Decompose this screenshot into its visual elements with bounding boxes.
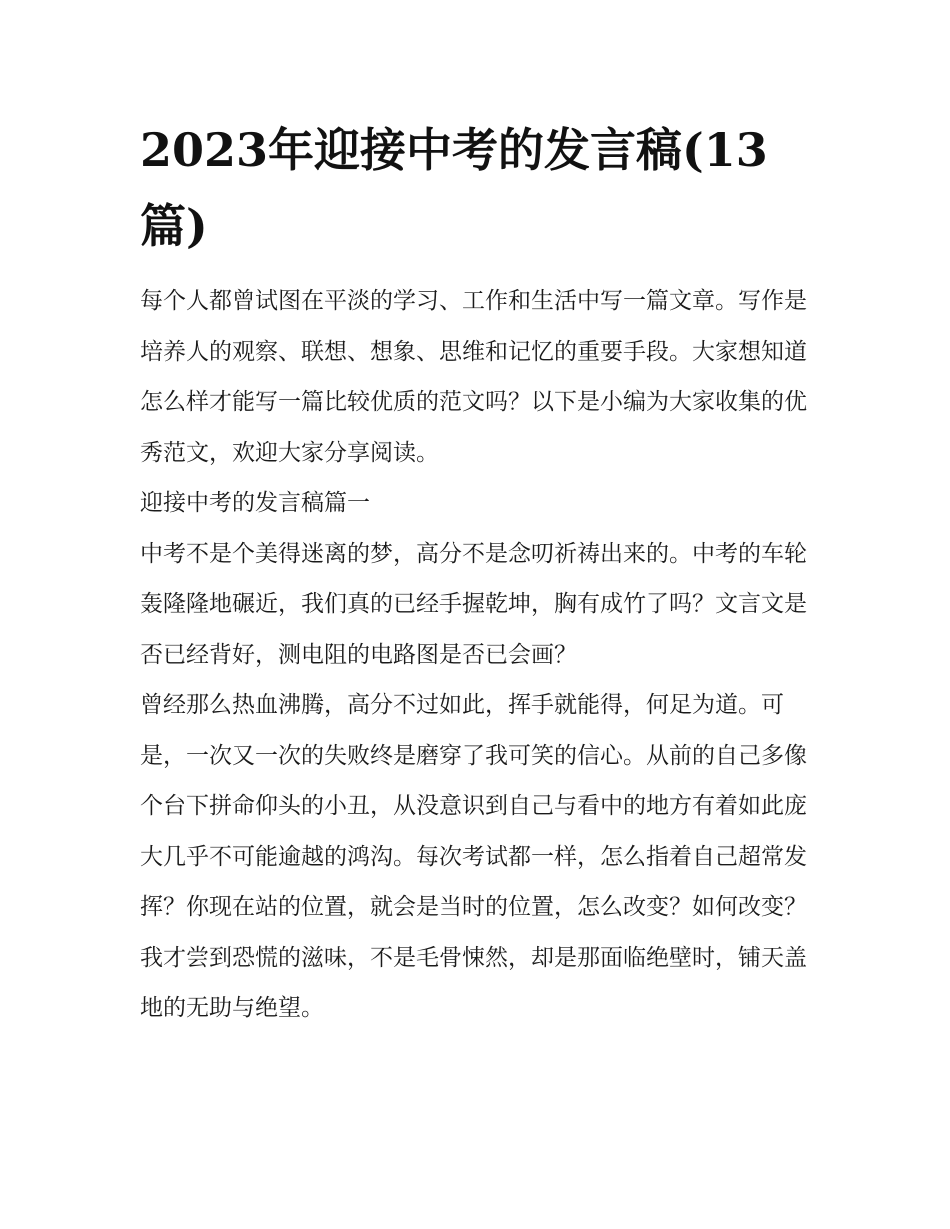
section-heading: 迎接中考的发言稿篇一 [140,490,370,516]
intro-paragraph: 每个人都曾试图在平淡的学习、工作和生活中写一篇文章。写作是培养人的观察、联想、想象、思维和记忆的重要手段。大家想知道怎么样才能写一篇比较优质的范文吗？以下是小编为大家收集的优秀范文，欢迎大家分享阅读。 [140,288,807,466]
document-title: 2023年迎接中考的发言稿(13篇) [140,123,768,253]
document-body [140,276,812,1034]
body-paragraph: 中考不是个美得迷离的梦，高分不是念叨祈祷出来的。中考的车轮轰隆隆地碾近，我们真的已经手握乾坤，胸有成竹了吗？文言文是否已经背好，测电阻的电路图是否已会画？ [140,540,807,668]
body-paragraph: 曾经那么热血沸腾，高分不过如此，挥手就能得，何足为道。可是，一次又一次的失败终是磨穿了我可笑的信心。从前的自己多像个台下拼命仰头的小丑，从没意识到自己与看中的地方有着如此庞大几乎不可能逾越的鸿沟。每次考试都一样，怎么指着自己超常发挥？你现在站的位置，就会是当时的位置，怎么改变？如何改变？ [140,692,807,920]
body-paragraph: 我才尝到恐慌的滋味，不是毛骨悚然，却是那面临绝壁时，铺天盖地的无助与绝望。 [140,944,807,1021]
